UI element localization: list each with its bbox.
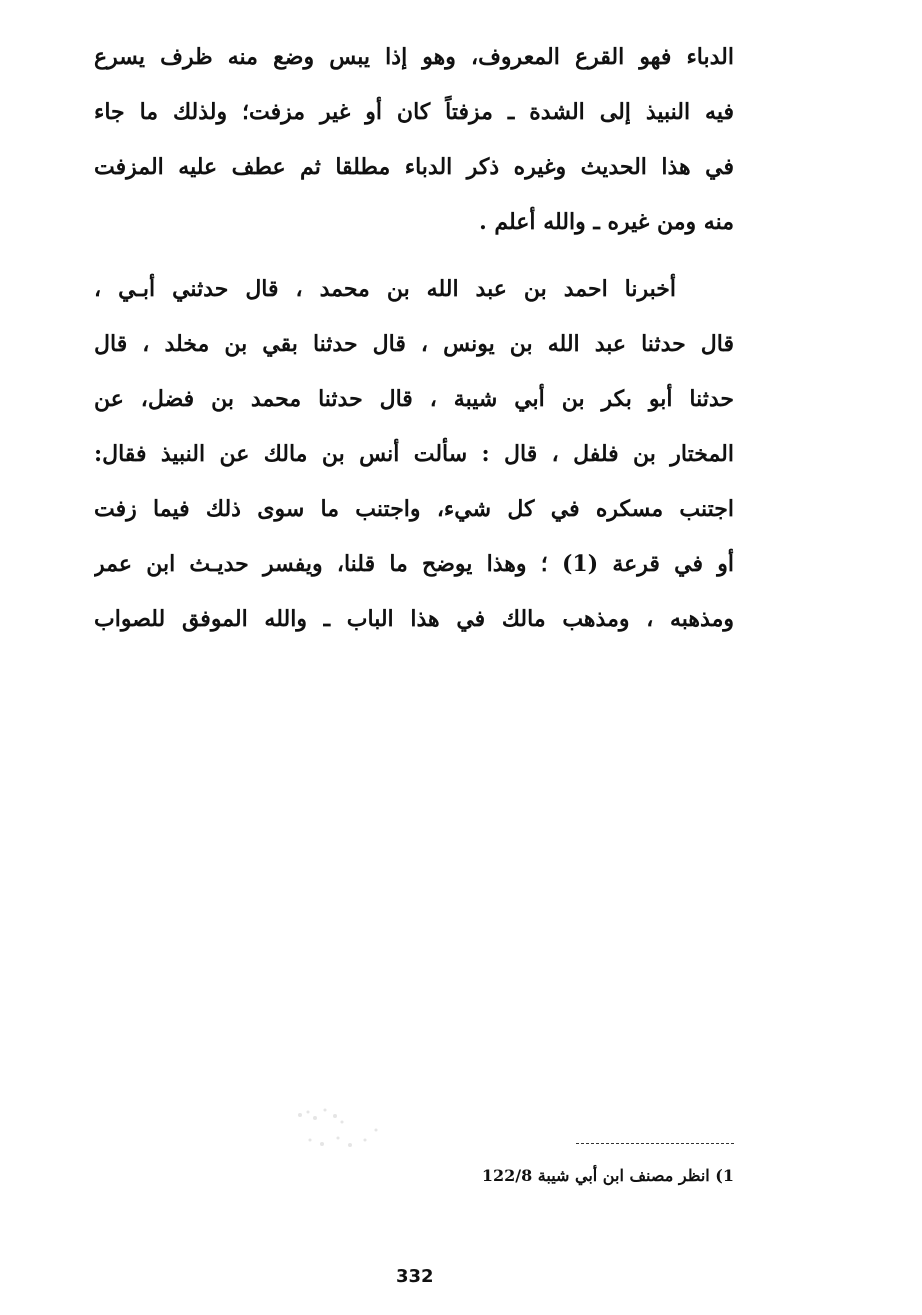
paragraph-2-line: المختار بن فلفل ، قال : سألت أنس بن مالك عن النبيذ فقال: bbox=[94, 441, 734, 467]
paragraph-2 bbox=[94, 262, 734, 647]
paragraph-2-line: قال حدثنا عبد الله بن يونس ، قال حدثنا بقي بن مخلد ، قال bbox=[94, 331, 734, 357]
paragraph-2-line: حدثنا أبو بكر بن أبي شيبة ، قال حدثنا محمد بن فضل، عن bbox=[94, 386, 734, 412]
paragraph-2-line: اجتنب مسكره في كل شيء، واجتنب ما سوى ذلك فيما زفت bbox=[94, 496, 734, 522]
paragraph-2-line: أخبرنا احمد بن عبد الله بن محمد ، قال حدثني أبـي ، bbox=[94, 276, 676, 302]
page-number: 332 bbox=[396, 1266, 434, 1287]
paragraph-2-line: أو في قرعة (1) ؛ وهذا يوضح ما قلنا، ويفسر حديـث ابن عمر bbox=[94, 551, 734, 577]
faded-stamp-mark bbox=[280, 1100, 410, 1160]
paragraph-1-line: في هذا الحديث وغيره ذكر الدباء مطلقا ثم عطف عليه المزفت bbox=[94, 154, 734, 180]
paragraph-2-line: ومذهبه ، ومذهب مالك في هذا الباب ـ والله الموفق للصواب bbox=[94, 606, 734, 632]
paragraph-1-line: منه ومن غيره ـ والله أعلم . bbox=[479, 209, 734, 235]
paragraph-1 bbox=[94, 30, 734, 250]
footnote: 1) انظر مصنف ابن أبي شيبة 122/8 bbox=[481, 1166, 734, 1185]
paragraph-1-line: الدباء فهو القرع المعروف، وهو إذا يبس وضع منه ظرف يسرع bbox=[94, 44, 734, 70]
paragraph-1-line: فيه النبيذ إلى الشدة ـ مزفتاً كان أو غير مزفت؛ ولذلك ما جاء bbox=[94, 99, 734, 125]
footnote-divider bbox=[576, 1143, 734, 1144]
